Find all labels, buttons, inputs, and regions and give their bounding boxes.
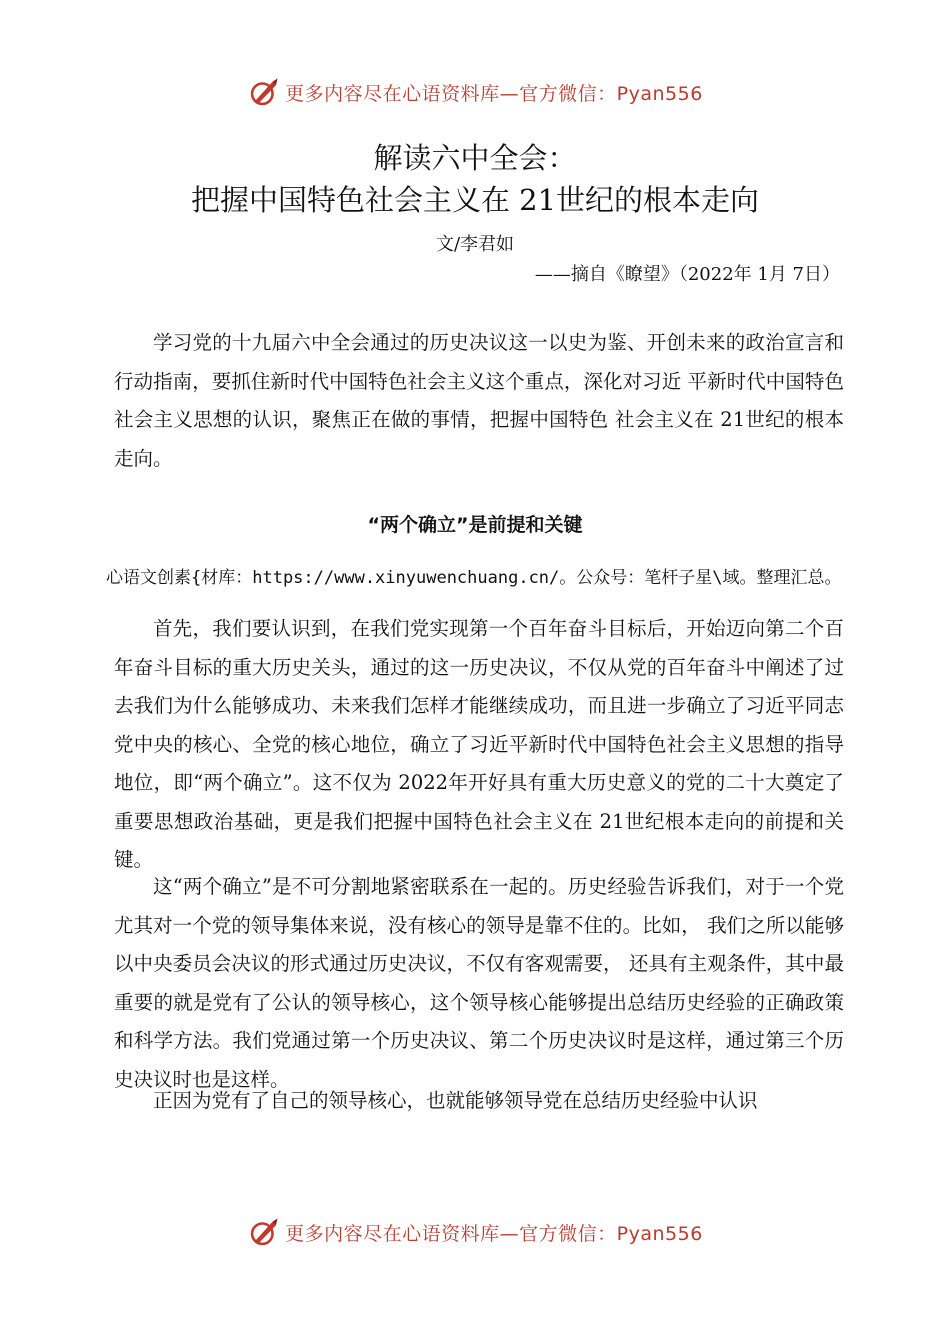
banner-text: 更多内容尽在心语资料库—官方微信：Pyan556 xyxy=(285,1222,703,1245)
article-title-line-1: 解读六中全会： xyxy=(373,141,577,175)
banner-text: 更多内容尽在心语资料库—官方微信：Pyan556 xyxy=(285,82,703,105)
article-author: 文/李君如 xyxy=(435,234,515,255)
paragraph-4: 正因为党有了自己的领导核心，也就能够领导党在总结历史经验中认识 xyxy=(153,1089,758,1112)
article-source: ——摘自《瞭望》（2022年 1月 7日） xyxy=(534,264,840,285)
section-heading: “两个确立”是前提和关键 xyxy=(367,514,583,536)
quill-pen-logo-icon xyxy=(247,1215,281,1249)
footer-watermark-banner xyxy=(0,1212,950,1252)
paragraph-2: 首先，我们要认识到，在我们党实现第一个百年奋斗目标后，开始迈向第二个百年奋斗目标的重大历史关头，通过的这一历史决议，不仅从党的百年奋斗中阐述了过去我们为什么能够成功、未来我们怎样才能继续成功，而且进一步确立了习近平同志党中央的核心、全党的核心地位，确立了习近平新时代中国特色社会主义思想的指导地位，即“两个确立”。这不仅为 2022年开好具有重大历史意义的党的二十大奠定了重要思想政治基础，更是我们把握中国特色社会主义在 21世纪根本走向的前提和关键。 xyxy=(114,617,844,871)
quill-pen-logo-icon xyxy=(247,75,281,109)
source-note: 心语文创素{材库：https://www.xinyuwenchuang.cn/。公众号：笔杆子星\域。整理汇总。 xyxy=(106,568,842,588)
header-watermark-banner xyxy=(0,72,950,112)
paragraph-intro: 学习党的十九届六中全会通过的历史决议这一以史为鉴、开创未来的政治宣言和行动指南，要抓住新时代中国特色社会主义这个重点，深化对习近 平新时代中国特色社会主义思想的认识，聚焦正在做的事情，把握中国特色 社会主义在 21世纪的根本走向。 xyxy=(114,331,844,470)
article-title-line-2: 把握中国特色社会主义在 21世纪的根本走向 xyxy=(190,183,760,217)
paragraph-3: 这“两个确立”是不可分割地紧密联系在一起的。历史经验告诉我们，对于一个党尤其对一个党的领导集体来说，没有核心的领导是靠不住的。比如， 我们之所以能够以中央委员会决议的形式通过历史决议，不仅有客观需要， 还具有主观条件，其中最重要的就是党有了公认的领导核心，这个领导核心能够提出总结历史经验的正确政策和科学方法。我们党通过第一个历史决议、第二个历史决议时是这样，通过第三个历史决议时也是这样。 xyxy=(114,875,844,1091)
